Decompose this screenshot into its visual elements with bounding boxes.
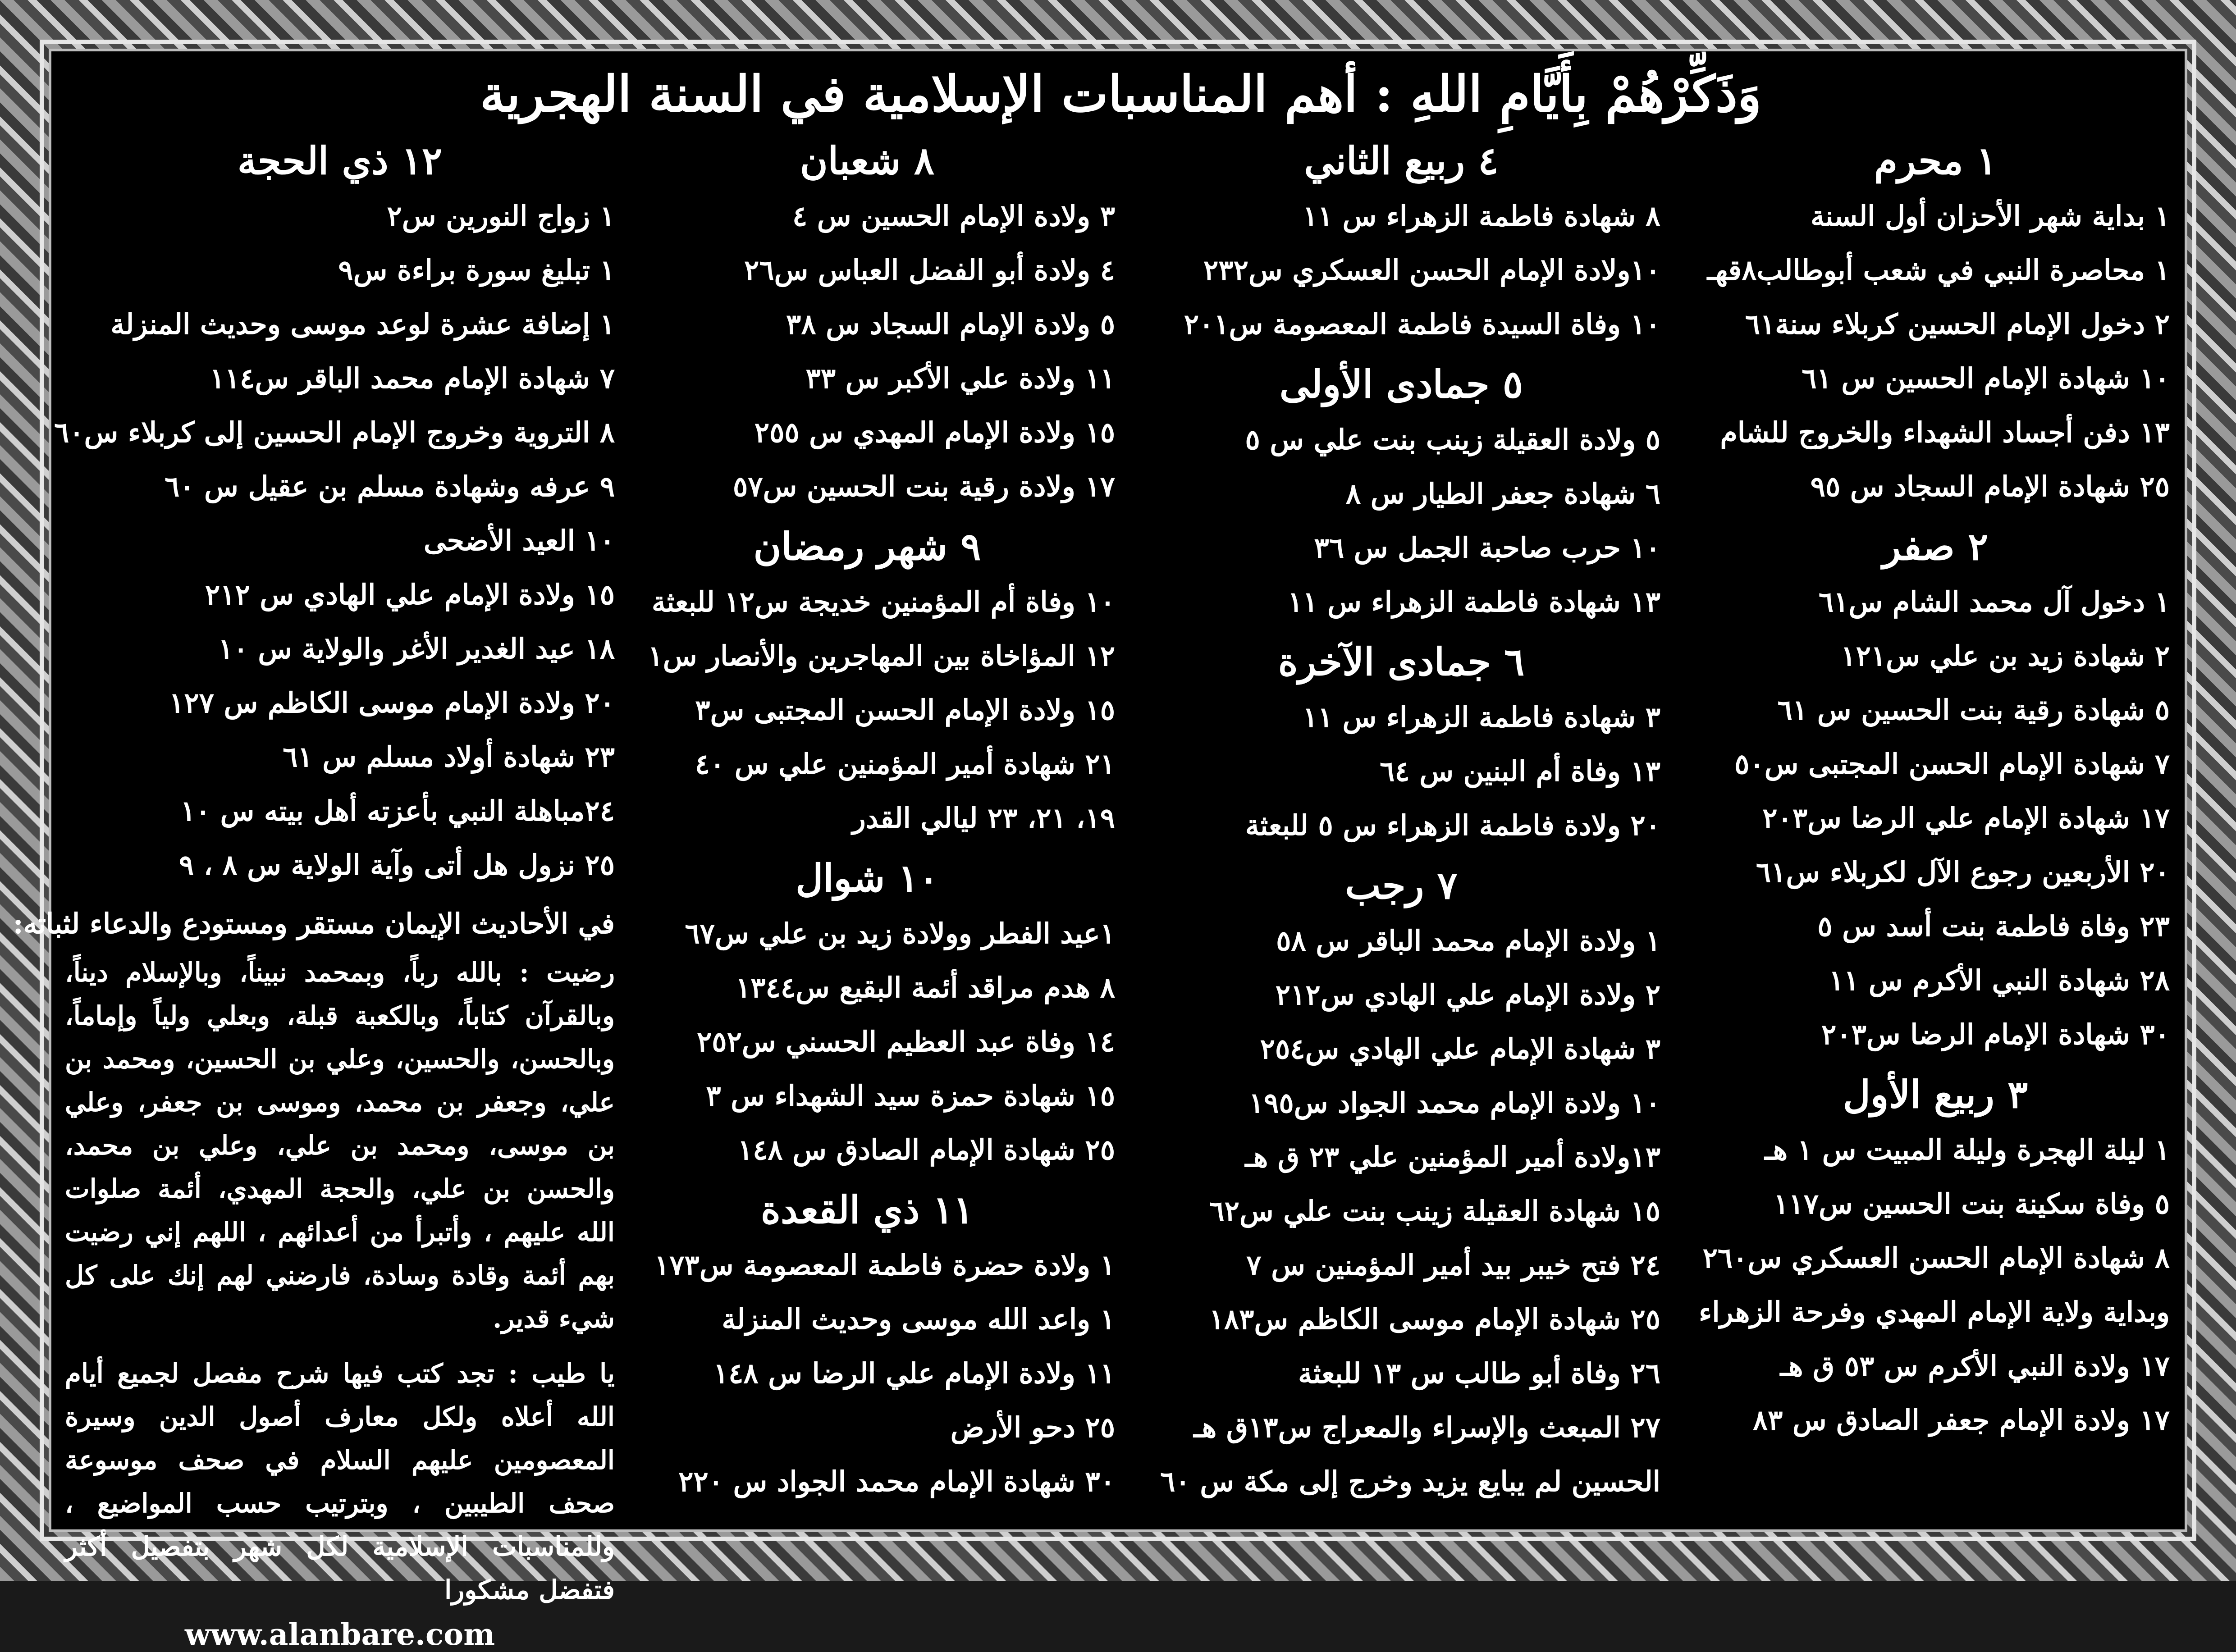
month-title: ٥ جمادى الأولى — [1279, 362, 1523, 406]
event-item: ٢٣ شهادة أولاد مسلم س ٦١ — [283, 740, 615, 773]
event-item: ٤ ولادة أبو الفضل العباس س٢٦ — [744, 254, 1115, 287]
event-item: ٣٠ شهادة الإمام الرضا س٢٠٣ — [1821, 1018, 2170, 1051]
column-4 — [13, 128, 615, 1652]
event-item: ٢٦ وفاة أبو طالب س ١٣ للبعثة — [1298, 1357, 1660, 1390]
event-item: ١١ ولادة الإمام علي الرضا س ١٤٨ — [713, 1357, 1115, 1390]
month-title: ٣ ربيع الأول — [1843, 1072, 2028, 1117]
event-item: ١٠ شهادة الإمام الحسين س ٦١ — [1802, 362, 2170, 395]
event-item: ٢ شهادة زيد بن علي س١٢١ — [1841, 639, 2170, 672]
event-item: ١ ولادة حضرة فاطمة المعصومة س١٧٣ — [654, 1249, 1115, 1282]
month-section — [1701, 136, 2170, 514]
event-item: ٢١ شهادة أمير المؤمنين علي س ٤٠ — [695, 748, 1115, 780]
month-title: ٦ جمادى الآخرة — [1278, 639, 1525, 684]
event-item: ٣٠ شهادة الإمام محمد الجواد س ٢٢٠ — [678, 1465, 1115, 1498]
event-item: ١٠ وفاة أم المؤمنين خديجة س١٢ للبعثة — [651, 585, 1115, 618]
event-item: ١٧ ولادة النبي الأكرم س ٥٣ ق هـ — [1780, 1350, 2170, 1383]
event-item: ١٠ العيد الأضحى — [424, 524, 615, 557]
event-item: ٢٠ ولادة فاطمة الزهراء س ٥ للبعثة — [1245, 809, 1660, 842]
event-item: ١ ليلة الهجرة وليلة المبيت س ١ هـ — [1765, 1133, 2170, 1166]
event-item: ١٠ وفاة السيدة فاطمة المعصومة س٢٠١ — [1184, 308, 1660, 341]
event-item: ١٥ شهادة حمزة سيد الشهداء س ٣ — [706, 1079, 1115, 1112]
month-section — [1142, 360, 1660, 629]
month-section — [619, 853, 1115, 1177]
month-section — [619, 1185, 1115, 1509]
event-item: ٣ شهادة فاطمة الزهراء س ١١ — [1303, 701, 1660, 734]
event-item: ١٢ المؤاخاة بين المهاجرين والأنصار س١ — [648, 639, 1115, 672]
event-item: ٢ دخول الإمام الحسين كربلاء سنة٦١ — [1745, 308, 2170, 341]
month-section — [1142, 861, 1660, 1509]
month-title: ١٢ ذي الحجة — [237, 138, 443, 183]
event-item: ١ تبليغ سورة براءة س٩ — [338, 254, 615, 287]
event-item: ٢٥ نزول هل أتى وآية الولاية س ٨ ، ٩ — [178, 849, 615, 881]
event-item: ١٠ ولادة الإمام محمد الجواد س١٩٥ — [1248, 1086, 1660, 1119]
event-item: ٢٥ شهادة الإمام موسى الكاظم س١٨٣ — [1209, 1303, 1660, 1336]
event-item: ١ إضافة عشرة لوعد موسى وحديث المنزلة — [110, 308, 615, 341]
event-item: ١ زواج النورين س٢ — [387, 200, 615, 233]
event-item: ٢٨ شهادة النبي الأكرم س ١١ — [1829, 964, 2170, 997]
dua-text: رضيت : بالله رباً، وبمحمد نبيناً، وبالإسلام ديناً، وبالقرآن كتاباً، وبالكعبة قبلة، وبعلي ولياً وإماماً، وبالحسن، والحسين، وعلي بن الحسين، ومحمد بن علي، وجعفر بن محمد، وموسى بن جعفر، وعلي بن موسى، ومحمد بن علي، وعلي بن محمد، والحسن بن علي، والحجة المهدي، أئمة صلوات الله عليهم ، وأتبرأ من أعدائهم ، اللهم إني رضيت بهم أئمة وقادة وسادة، فارضني لهم إنك على كل شيء قدير. — [65, 957, 615, 1334]
month-section — [619, 522, 1115, 845]
month-section — [619, 136, 1115, 514]
event-item: ٩ عرفه وشهادة مسلم بن عقيل س ٦٠ — [164, 470, 615, 503]
dua-heading: في الأحاديث الإيمان مستقر ومستودع والدعاء لثباته: — [13, 907, 615, 940]
event-item: ١عيد الفطر وولادة زيد بن علي س٦٧ — [685, 917, 1115, 950]
event-item: ٢٥ شهادة الإمام السجاد س ٩٥ — [1810, 470, 2170, 503]
event-item: ١٠ حرب صاحبة الجمل س ٣٦ — [1314, 531, 1660, 564]
event-item: ٧ شهادة الإمام محمد الباقر س١١٤ — [210, 362, 615, 395]
event-item: ٣ شهادة الإمام علي الهادي س٢٥٤ — [1260, 1032, 1660, 1065]
event-item: ١٣ وفاة أم البنين س ٦٤ — [1380, 755, 1660, 788]
month-title: ٤ ربيع الثاني — [1304, 138, 1499, 183]
event-item: ٢٠ ولادة الإمام موسى الكاظم س ١٢٧ — [169, 686, 615, 719]
month-section — [54, 136, 615, 892]
event-item: ٧ شهادة الإمام الحسن المجتبى س٥٠ — [1734, 748, 2170, 780]
event-item: ٣ ولادة الإمام الحسين س ٤ — [792, 200, 1115, 233]
event-item: ٢٠ الأربعين رجوع الآل لكربلاء س٦١ — [1756, 856, 2170, 889]
event-item: ١٤ وفاة عبد العظيم الحسني س٢٥٢ — [696, 1025, 1115, 1058]
event-item: ١ ولادة الإمام محمد الباقر س ٥٨ — [1276, 924, 1660, 957]
calendar-panel — [13, 49, 2187, 1652]
event-item: وبداية ولاية الإمام المهدي وفرحة الزهراء — [1699, 1296, 2170, 1328]
month-title: ٢ صفر — [1882, 524, 1989, 569]
month-title: ١٠ شوال — [796, 856, 939, 900]
month-section — [1142, 136, 1660, 351]
month-title: ٩ شهر رمضان — [753, 524, 981, 569]
event-item: ١ واعد الله موسى وحديث المنزلة — [722, 1303, 1115, 1336]
event-item: ٢٤ فتح خيبر بيد أمير المؤمنين س ٧ — [1246, 1249, 1660, 1282]
event-item: ٦ شهادة جعفر الطيار س ٨ — [1345, 477, 1660, 510]
event-item: ١٥ ولادة الإمام المهدي س ٢٥٥ — [754, 416, 1115, 449]
event-item: ٥ ولادة الإمام السجاد س ٣٨ — [786, 308, 1115, 341]
page-title: وَذَكِّرْهُمْ بِأَيَّامِ اللهِ : أهم المناسبات الإسلامية في السنة الهجرية — [480, 65, 1761, 123]
month-title: ٨ شعبان — [800, 138, 934, 183]
event-item: ١٨ عيد الغدير الأغر والولاية س ١٠ — [218, 632, 615, 665]
event-item: ١١ ولادة علي الأكبر س ٣٣ — [805, 362, 1115, 395]
event-item: ١٧ ولادة الإمام جعفر الصادق س ٨٣ — [1752, 1404, 2170, 1437]
event-item: ١ دخول آل محمد الشام س٦١ — [1818, 585, 2170, 618]
event-item: ٢٥ شهادة الإمام الصادق س ١٤٨ — [737, 1133, 1115, 1166]
event-item: ١٥ ولادة الإمام علي الهادي س ٢١٢ — [205, 578, 615, 611]
event-item: ١٧ ولادة رقية بنت الحسين س٥٧ — [733, 470, 1115, 503]
month-title: ١ محرم — [1874, 138, 1997, 183]
event-item: ١٣ دفن أجساد الشهداء والخروج للشام — [1720, 416, 2170, 449]
event-item: ٢٥ دحو الأرض — [950, 1411, 1115, 1444]
event-item: ٨ هدم مراقد أئمة البقيع س١٣٤٤ — [735, 971, 1115, 1004]
event-item: ١٥ شهادة العقيلة زينب بنت علي س٦٢ — [1209, 1195, 1660, 1228]
event-item: ١٥ ولادة الإمام الحسن المجتبى س٣ — [695, 694, 1115, 726]
event-item: ٢ ولادة الإمام علي الهادي س٢١٢ — [1275, 978, 1660, 1011]
event-item: ١ محاصرة النبي في شعب أبوطالب٨قهـ — [1707, 254, 2170, 287]
column-2 — [1142, 128, 1660, 1509]
event-item: ١٣ولادة أمير المؤمنين علي ٢٣ ق هـ — [1245, 1141, 1660, 1173]
month-title: ٧ رجب — [1345, 863, 1458, 908]
month-section — [1142, 637, 1660, 853]
event-item: ٨ التروية وخروج الإمام الحسين إلى كربلاء س٦٠ — [54, 416, 615, 449]
month-section — [1701, 1070, 2170, 1447]
note-text: يا طيب : تجد كتب فيها شرح مفصل لجميع أيام الله أعلاه ولكل معارف أصول الدين وسيرة المعصومين عليهم السلام في صحف موسوعة صحف الطيبين ، وبترتيب حسب المواضيع ، وللمناسبات الإسلامية لكل شهر بتفصيل أكثر فتفضل مشكورا — [65, 1358, 615, 1605]
event-item: ١٠ولادة الإمام الحسن العسكري س٢٣٢ — [1203, 254, 1660, 287]
month-title: ١١ ذي القعدة — [761, 1187, 974, 1232]
event-item: ١٣ شهادة فاطمة الزهراء س ١١ — [1288, 585, 1660, 618]
column-3 — [619, 128, 1115, 1509]
event-item: ٥ شهادة رقية بنت الحسين س ٦١ — [1777, 694, 2170, 726]
event-item: ٢٧ المبعث والإسراء والمعراج س١٣ق هـ — [1193, 1411, 1660, 1444]
event-item: ١ بداية شهر الأحزان أول السنة — [1811, 200, 2170, 233]
event-item: ٥ ولادة العقيلة زينب بنت علي س ٥ — [1245, 423, 1660, 456]
website-link[interactable]: www.alanbare.com — [184, 1617, 495, 1652]
column-1 — [1701, 128, 2170, 1447]
event-item: ٨ شهادة فاطمة الزهراء س ١١ — [1303, 200, 1660, 233]
event-item: ٨ شهادة الإمام الحسن العسكري س٢٦٠ — [1702, 1241, 2170, 1274]
event-item: ١٧ شهادة الإمام علي الرضا س٢٠٣ — [1762, 802, 2170, 835]
event-item: الحسين لم يبايع يزيد وخرج إلى مكة س ٦٠ — [1160, 1465, 1660, 1498]
event-item: ١٩، ٢١، ٢٣ ليالي القدر — [852, 802, 1115, 835]
event-item: ٢٣ وفاة فاطمة بنت أسد س ٥ — [1817, 910, 2170, 943]
month-section — [1701, 522, 2170, 1062]
event-item: ٥ وفاة سكينة بنت الحسين س١١٧ — [1774, 1187, 2170, 1220]
event-item: ٢٤مباهلة النبي بأعزته أهل بيته س ١٠ — [180, 794, 615, 827]
